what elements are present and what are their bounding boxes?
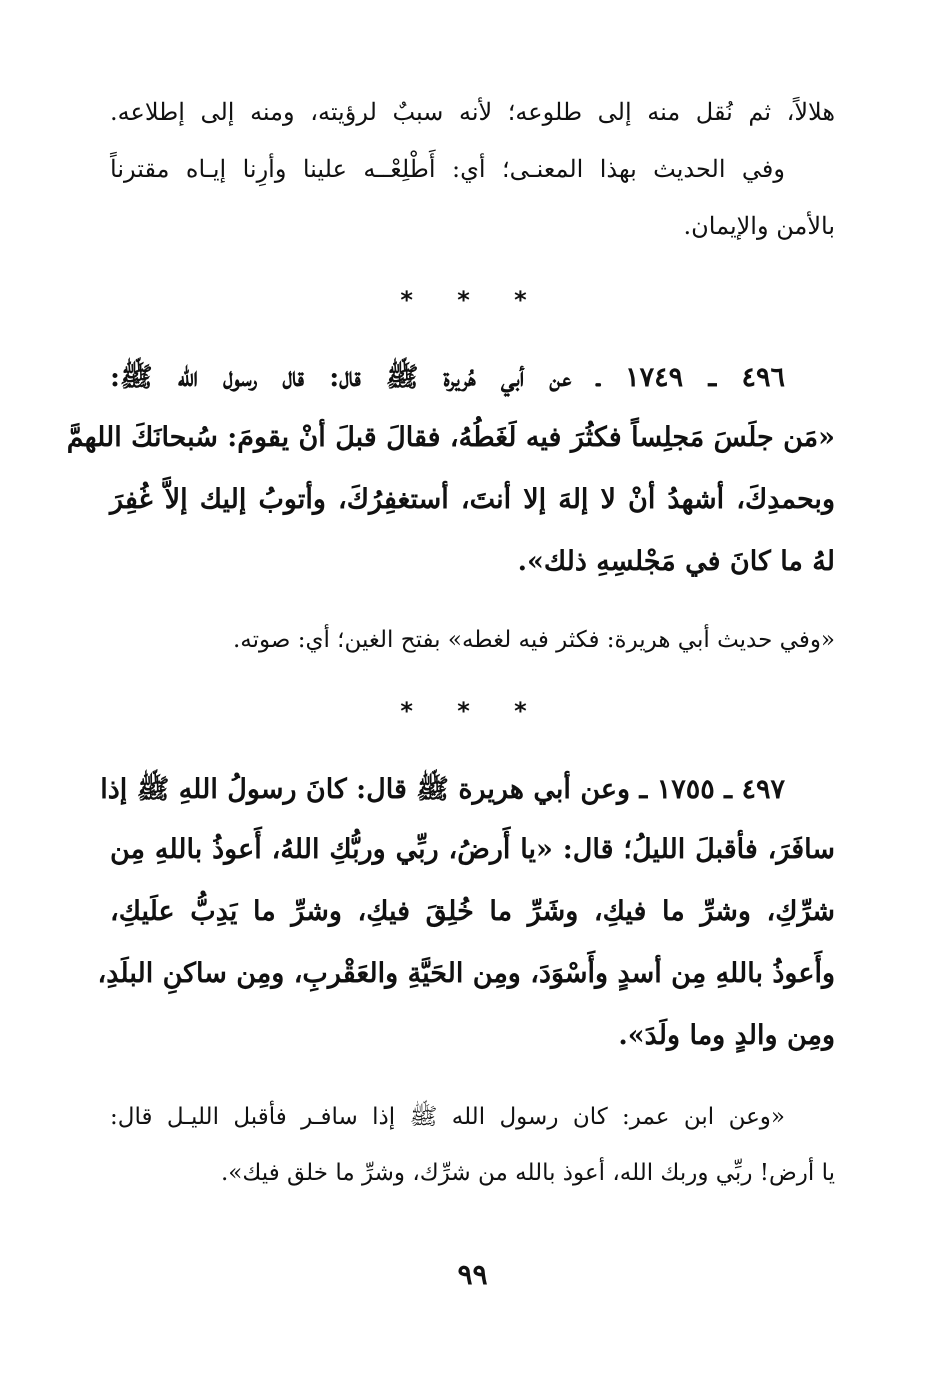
- hadith-496-line-4: لهُ ما كانَ في مَجْلسِهِ ذلك».: [517, 546, 835, 577]
- hadith-496-note: «وفي حديث أبي هريرة: فكثر فيه لغطه» بفتح الغين؛ أي: صوته.: [232, 627, 835, 653]
- hadith-497-line-5: ومِن والدٍ وما ولَدَ».: [618, 1020, 835, 1051]
- hadith-496-line-3: وبحمدِكَ، أشهدُ أنْ لا إلهَ إلا أنتَ، أستغفِرُكَ، وأتوبُ إليك إلاَّ غُفِرَ: [110, 484, 835, 515]
- hadith-497-line-3: شرِّكِ، وشرِّ ما فيكِ، وشَرِّ ما خُلِقَ فيكِ، وشرِّ ما يَدِبُّ علَيكِ،: [110, 896, 835, 927]
- intro-line-2: وفي الحديث بهذا المعنـى؛ أي: أَطْلِعْــه علينا وأرِنا إيـاه مقترناً: [110, 155, 785, 183]
- hadith-497-line-1: ٤٩٧ ـ ١٧٥٥ ـ وعن أبي هريرة ﷺ قال: كانَ رسولُ اللهِ ﷺ إذا: [100, 774, 785, 805]
- section-separator-1: * * *: [400, 286, 545, 314]
- hadith-497-line-4: وأَعوذُ باللهِ مِن أسدٍ وأَسْوَدَ، ومِن الحَيَّةِ والعَقْربِ، ومِن ساكنِ البلَدِ،: [97, 958, 835, 989]
- intro-line-3: بالأمن والإيمان.: [683, 212, 835, 240]
- book-page: [66, 0, 835, 1375]
- hadith-497-line-2: سافَرَ، فأقبلَ الليلُ؛ قال: «يا أَرضُ، ربِّي وربُّكِ اللهُ، أَعوذُ باللهِ مِن: [110, 834, 835, 865]
- hadith-496-line-2: «مَن جلَسَ مَجلِساً فكثُرَ فيه لَغَطُهُ، فقالَ قبلَ أنْ يقومَ: سُبحانَكَ اللهمَّ: [66, 422, 835, 453]
- hadith-496-line-1: ٤٩٦ ـ ١٧٤٩ ـ عن أبي هُريرة ﷺ قال: قال رسول الله ﷺ:: [110, 362, 785, 393]
- section-separator-2: * * *: [400, 697, 545, 725]
- hadith-497-note-line-2: يا أرض! ربِّي وربك الله، أعوذ بالله من شرِّك، وشرِّ ما خلق فيك».: [220, 1160, 835, 1186]
- page-number: ٩٩: [457, 1258, 488, 1291]
- hadith-497-note-line-1: «وعن ابن عمر: كان رسول الله ﷺ إذا سافـر فأقبل الليـل قال:: [110, 1104, 785, 1130]
- intro-line-1: هلالاً، ثم نُقل منه إلى طلوعه؛ لأنه سببٌ لرؤيته، ومنه إلى إطلاعه.: [110, 98, 835, 126]
